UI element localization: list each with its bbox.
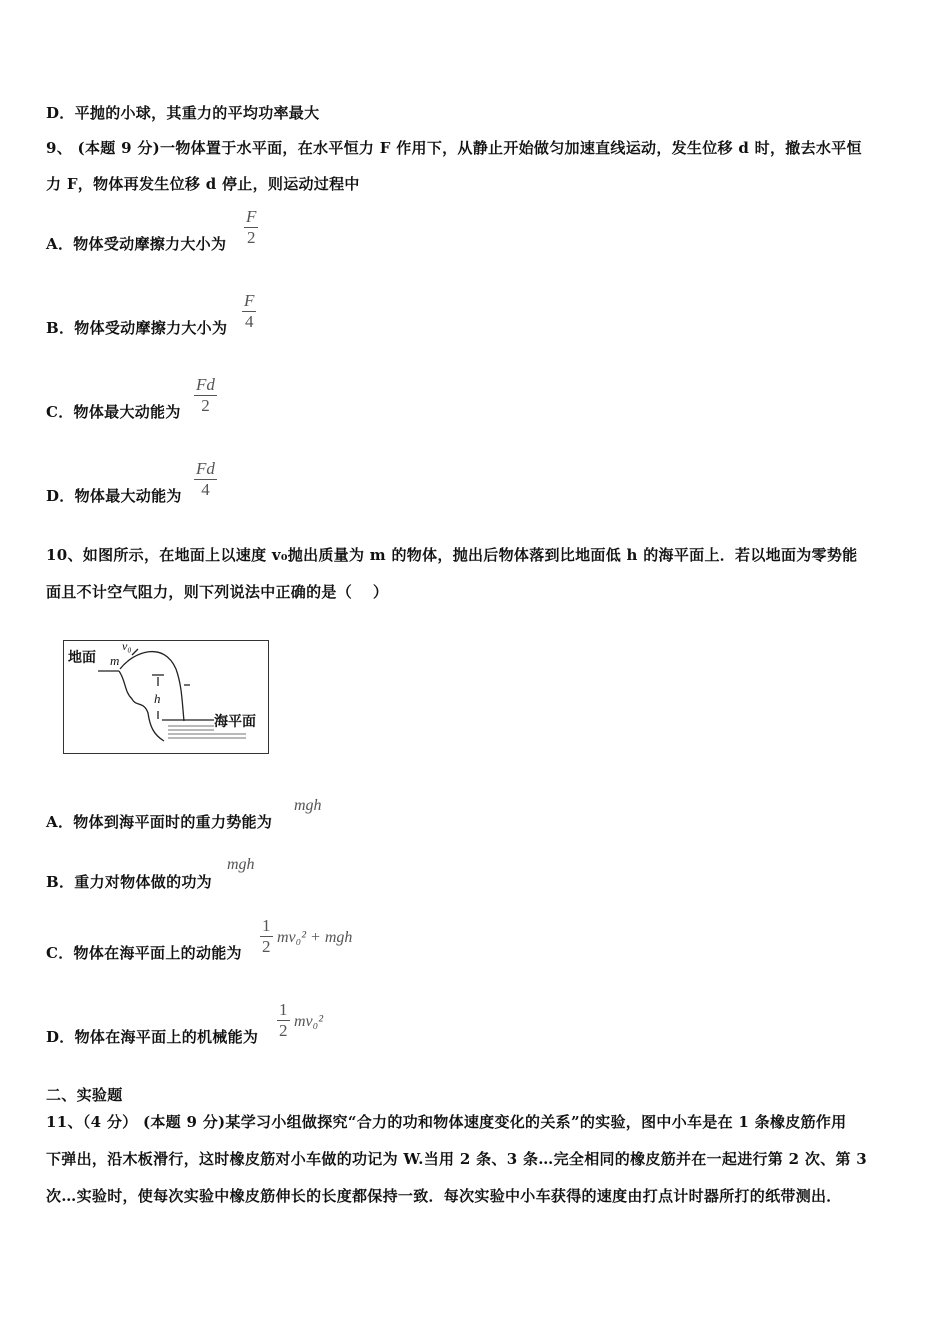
q9-stem-line2: 力 F，物体再发生位移 d 停止，则运动过程中 xyxy=(46,175,360,193)
q9-option-d: D．物体最大动能为 xyxy=(46,487,182,505)
q9-stem-line1: 9、 (本题 9 分)一物体置于水平面，在水平恒力 F 作用下，从静止开始做匀加速直线运动，发生位移 d 时，撤去水平恒 xyxy=(46,139,862,157)
projectile-cliff-figure xyxy=(63,640,269,754)
section-title: 二、实验题 xyxy=(46,1086,123,1104)
q10-stem-line1: 10、如图所示，在地面上以速度 v₀抛出质量为 m 的物体，抛出后物体落到比地面低 h 的海平面上．若以地面为零势能 xyxy=(46,546,858,564)
q9-option-c: C．物体最大动能为 xyxy=(46,403,181,421)
height-label: h xyxy=(154,691,161,706)
q10-option-a-math: mgh xyxy=(294,797,322,814)
q10-option-b: B．重力对物体做的功为 xyxy=(46,873,212,891)
q8-option-d: D．平抛的小球，其重力的平均功率最大 xyxy=(46,104,320,122)
q9-option-b: B．物体受动摩擦力大小为 xyxy=(46,319,228,337)
mass-label: m xyxy=(110,653,120,668)
q10-option-c: C．物体在海平面上的动能为 xyxy=(46,944,242,962)
ground-label: 地面 xyxy=(68,650,96,666)
q10-option-c-math: mv₀² + mgh xyxy=(277,929,353,946)
q10-option-d-fraction: $\frac{1}{2}$ xyxy=(279,1000,288,1040)
q11-line2: 下弹出，沿木板滑行，这时橡皮筋对小车做的功记为 W.当用 2 条、3 条…完全相同的橡皮筋并在一起进行第 2 次、第 3 xyxy=(46,1150,868,1168)
q9-option-a: A．物体受动摩擦力大小为 xyxy=(46,235,227,253)
q10-option-a: A．物体到海平面时的重力势能为 xyxy=(46,813,273,831)
velocity-label: v₀ xyxy=(122,639,132,653)
q10-option-d: D．物体在海平面上的机械能为 xyxy=(46,1028,259,1046)
q10-option-c-fraction: $\frac{1}{2}$ xyxy=(262,916,271,956)
q11-line3: 次…实验时，使每次实验中橡皮筋伸长的长度都保持一致．每次实验中小车获得的速度由打点计时器所打的纸带测出． xyxy=(46,1187,842,1205)
q9-option-a-fraction: $\frac{F}{2}$ xyxy=(246,207,257,247)
q9-option-c-fraction: $\frac{Fd}{2}$ xyxy=(196,375,215,415)
q9-option-b-fraction: $\frac{F}{4}$ xyxy=(244,291,255,331)
q10-stem-line2: 面且不计空气阻力，则下列说法中正确的是（ ） xyxy=(46,583,389,601)
q11-line1: 11、（4 分） (本题 9 分)某学习小组做探究“合力的功和物体速度变化的关系”的实验，图中小车是在 1 条橡皮筋作用 xyxy=(46,1113,847,1131)
q9-option-d-fraction: $\frac{Fd}{4}$ xyxy=(196,459,215,499)
q10-option-b-math: mgh xyxy=(227,856,255,873)
sea-level-label: 海平面 xyxy=(214,711,256,731)
q10-option-d-math: mv₀² xyxy=(294,1013,324,1030)
